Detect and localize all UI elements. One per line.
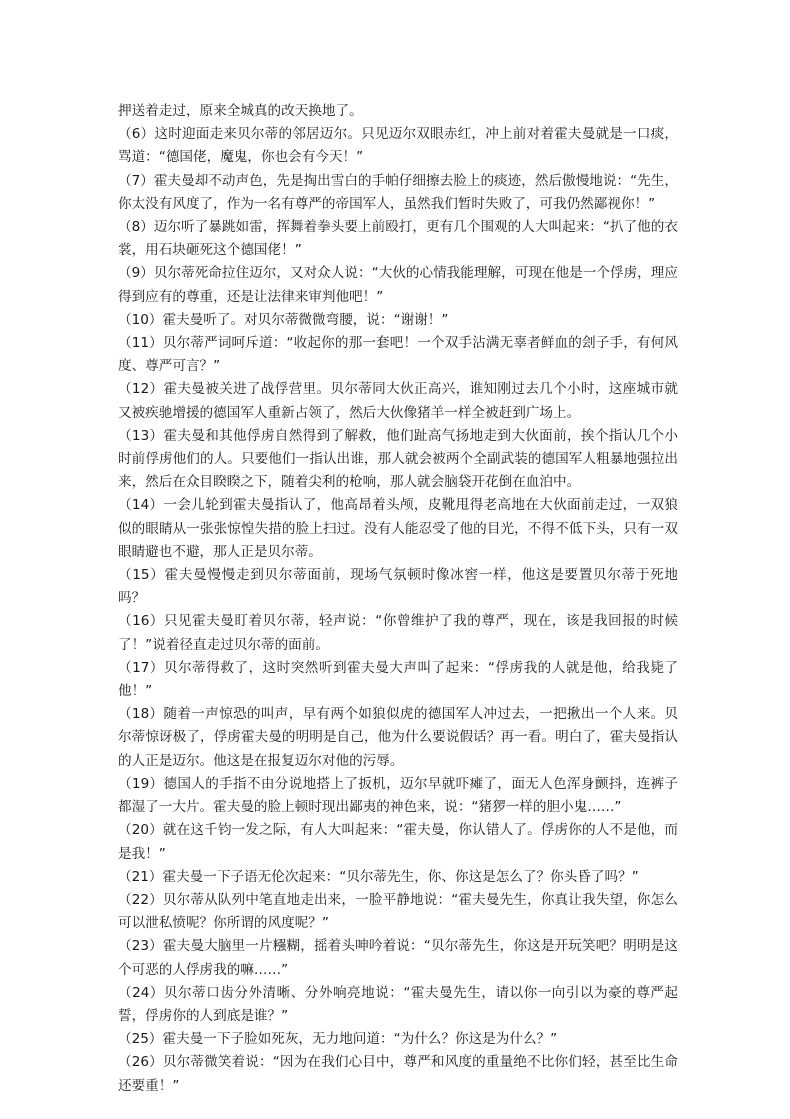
paragraph-25: （25）霍夫曼一下子脸如死灰，无力地问道：“为什么？你这是为什么？” [118, 1031, 558, 1048]
paragraph-11: （11）贝尔蒂严词呵斥道：“收起你的那一套吧！一个双手沾满无辜者鲜血的刽子手，有何风度、尊严可言？” [118, 335, 678, 375]
paragraph-6: （6）这时迎面走来贝尔蒂的邻居迈尔。只见迈尔双眼赤红，冲上前对着霍夫曼就是一口痰，骂道：“德国佬，魔鬼，你也会有今天！” [118, 126, 678, 166]
paragraph-12: （12）霍夫曼被关进了战俘营里。贝尔蒂同大伙正高兴，谁知刚过去几个小时，这座城市就又被疾驰增援的德国军人重新占领了，然后大伙像猪羊一样全被赶到广场上。 [118, 381, 678, 421]
paragraph-21: （21）霍夫曼一下子语无伦次起来：“贝尔蒂先生，你、你这是怎么了？你头昏了吗？” [118, 868, 639, 885]
paragraph-13: （13）霍夫曼和其他俘虏自然得到了解救，他们趾高气扬地走到大伙面前，挨个指认几个小时前俘虏他们的人。只要他们一指认出谁，那人就会被两个全副武装的德国军人粗暴地强拉出来，然后在众目睽睽之下，随着尖利的枪响，那人就会脑袋开花倒在血泊中。 [118, 427, 678, 491]
paragraph-16: （16）只见霍夫曼盯着贝尔蒂，轻声说：“你曾维护了我的尊严，现在，该是我回报的时候了！”说着径直走过贝尔蒂的面前。 [118, 613, 678, 653]
paragraph-18: （18）随着一声惊恐的叫声，早有两个如狼似虎的德国军人冲过去，一把揪出一个人来。贝尔蒂惊讶极了，俘虏霍夫曼的明明是自己，他为什么要说假话？再一看。明白了，霍夫曼指认的人正是迈尔。他这是在报复迈尔对他的污辱。 [118, 706, 678, 769]
paragraph-19: （19）德国人的手指不由分说地搭上了扳机，迈尔早就吓瘫了，面无人色浑身颤抖，连裤子都湿了一大片。霍夫曼的脸上顿时现出鄙夷的神色来，说：“猪猡一样的胆小鬼……” [118, 775, 678, 816]
paragraph-8: （8）迈尔听了暴跳如雷，挥舞着拳头要上前殴打，更有几个围观的人大叫起来：“扒了他的衣裳，用石块砸死这个德国佬！” [118, 219, 678, 259]
paragraph-15: （15）霍夫曼慢慢走到贝尔蒂面前，现场气氛顿时像冰窖一样，他这是要置贝尔蒂于死地吗？ [118, 567, 678, 607]
paragraph-9: （9）贝尔蒂死命拉住迈尔，又对众人说：“大伙的心情我能理解，可现在他是一个俘虏，理应得到应有的尊重，还是让法律来审判他吧！” [118, 265, 678, 305]
paragraph-10: （10）霍夫曼听了。对贝尔蒂微微弯腰，说：“谢谢！” [118, 311, 449, 328]
paragraph-22: （22）贝尔蒂从队列中笔直地走出来，一脸平静地说：“霍夫曼先生，你真让我失望，你怎么可以泄私愤呢？你所谓的风度呢？” [118, 891, 678, 932]
paragraph-17: （17）贝尔蒂得救了，这时突然听到霍夫曼大声叫了起来：“俘虏我的人就是他，给我毙了他！” [118, 659, 678, 700]
paragraph-20: （20）就在这千钧一发之际，有人大叫起来：“霍夫曼，你认错人了。俘虏你的人不是他，而是我！” [118, 822, 678, 862]
paragraph-26: （26）贝尔蒂微笑着说：“因为在我们心目中，尊严和风度的重量绝不比你们轻，甚至比生命还要重！” [118, 1054, 678, 1094]
paragraph-23: （23）霍夫曼大脑里一片糨糊，摇着头呻吟着说：“贝尔蒂先生，你这是开玩笑吧？明明是这个可恶的人俘虏我的嘛……” [118, 938, 678, 978]
paragraph-7: （7）霍夫曼却不动声色，先是掏出雪白的手帕仔细擦去脸上的痰迹，然后傲慢地说：“先生，你太没有风度了，作为一名有尊严的帝国军人，虽然我们暂时失败了，可我仍然鄙视你！” [118, 172, 678, 212]
paragraph-24: （24）贝尔蒂口齿分外清晰、分外响亮地说：“霍夫曼先生，请以你一向引以为豪的尊严起誓，俘虏你的人到底是谁？” [118, 984, 678, 1024]
paragraph-continuation: 押送着走过，原来全城真的改天换地了。 [118, 103, 363, 119]
document-body [118, 100, 678, 1098]
paragraph-14: （14）一会儿轮到霍夫曼指认了，他高昂着头颅，皮靴甩得老高地在大伙面前走过，一双狼似的眼睛从一张张惊惶失措的脸上扫过。没有人能忍受了他的目光，不得不低下头，只有一双眼睛避也不避，那人正是贝尔蒂。 [118, 497, 678, 560]
